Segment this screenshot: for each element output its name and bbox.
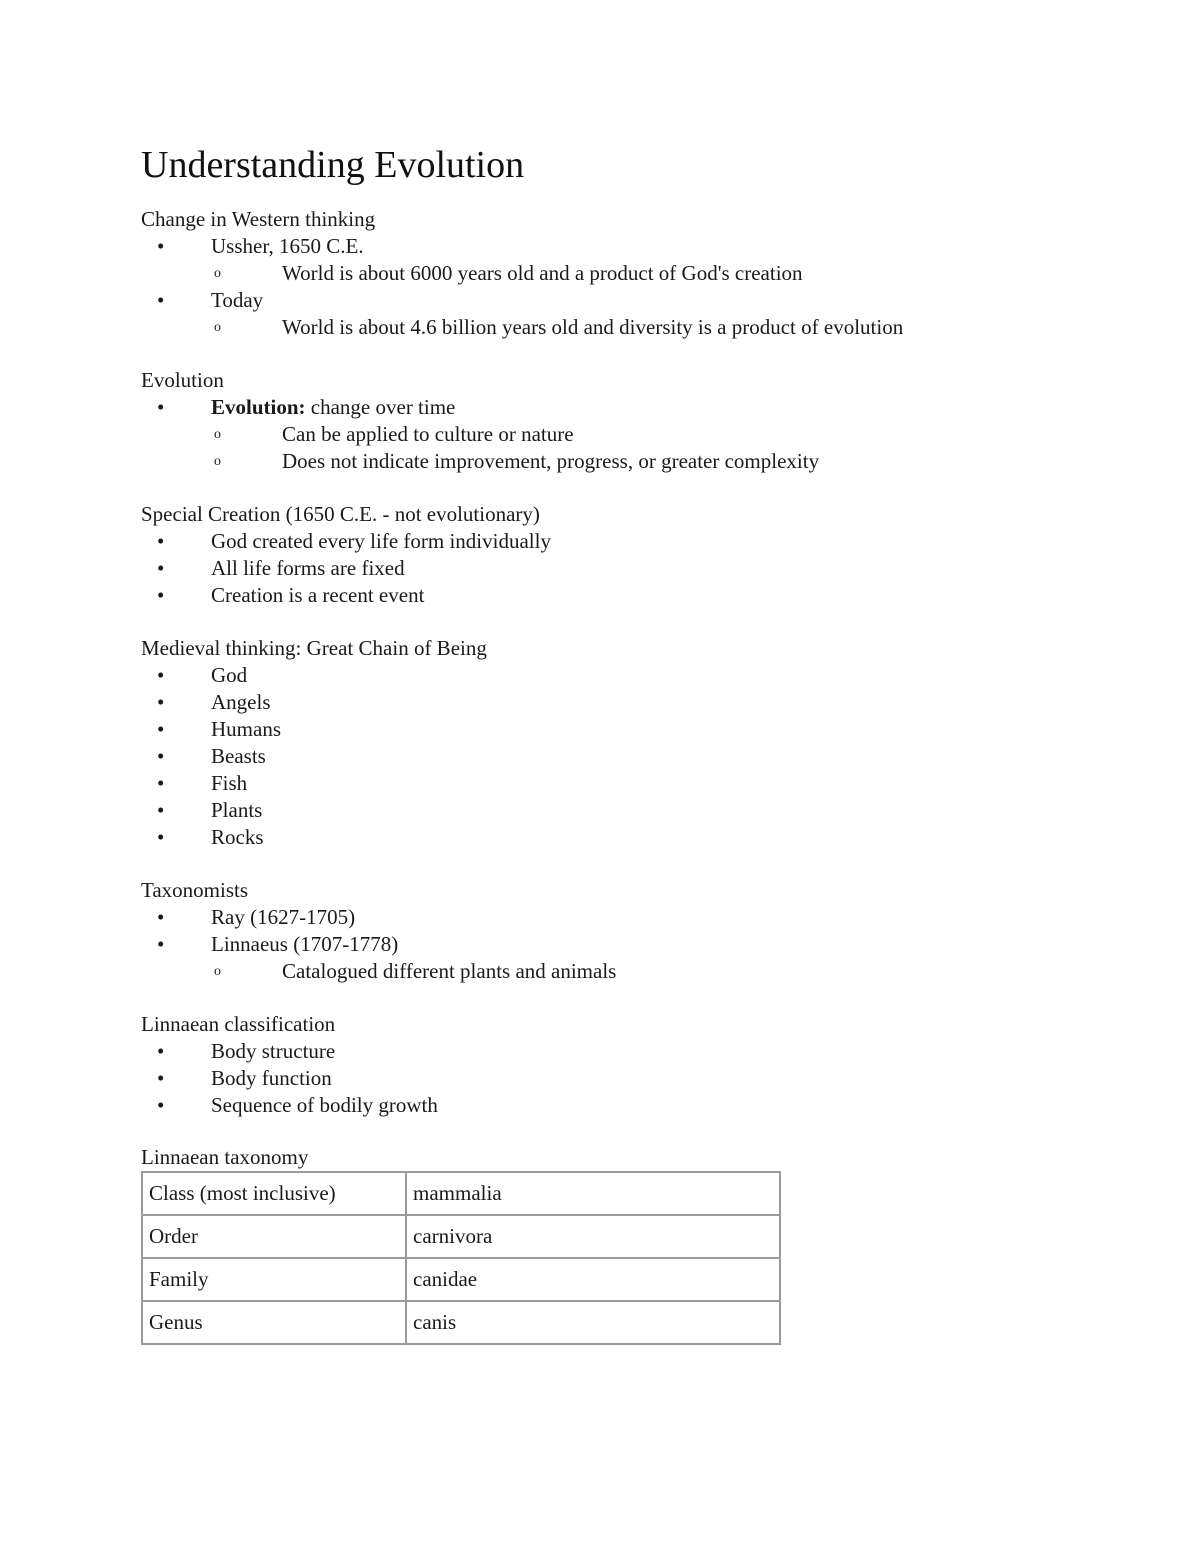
- term: Evolution:: [211, 395, 306, 419]
- section-heading: Taxonomists: [141, 878, 249, 902]
- bullet-icon: •: [157, 825, 165, 849]
- sub-list-item: o Can be applied to culture or nature: [214, 422, 574, 446]
- section-taxonomists: [141, 877, 1101, 985]
- bullet-icon: •: [157, 529, 165, 553]
- list-item: • Angels: [157, 690, 271, 714]
- bullet-icon: •: [157, 717, 165, 741]
- sub-list-item: o Does not indicate improvement, progress, or greater complexity: [214, 449, 820, 473]
- section-heading: Evolution: [141, 368, 224, 392]
- definition: change over time: [305, 395, 456, 419]
- table-cell-value: carnivora: [406, 1215, 780, 1258]
- table-cell-value: canidae: [406, 1258, 780, 1301]
- bullet-icon: •: [157, 234, 165, 258]
- list-item: [141, 394, 1101, 475]
- list-item: • All life forms are fixed: [157, 556, 405, 580]
- taxonomy-table: [141, 1171, 781, 1345]
- list-item: • Rocks: [157, 825, 264, 849]
- table-cell-rank: Family: [142, 1258, 406, 1301]
- list-item: • Plants: [157, 798, 263, 822]
- page-title: Understanding Evolution: [141, 144, 525, 186]
- section-heading: Medieval thinking: Great Chain of Being: [141, 636, 487, 660]
- sub-list: [141, 260, 1101, 287]
- bullet-icon: •: [157, 744, 165, 768]
- section-heading: Change in Western thinking: [141, 207, 376, 231]
- table-cell-rank: Class (most inclusive): [142, 1172, 406, 1215]
- section-evolution: [141, 367, 1101, 475]
- document-page: [141, 140, 1101, 1371]
- list-item: • Ray (1627-1705): [157, 905, 356, 929]
- section-heading: Linnaean taxonomy: [141, 1145, 309, 1169]
- circle-bullet-icon: o: [214, 454, 221, 469]
- list-item: • Sequence of bodily growth: [157, 1093, 438, 1117]
- bullet-list: [141, 662, 1101, 851]
- bullet-icon: •: [157, 663, 165, 687]
- sub-list-item: o World is about 6000 years old and a product of God's creation: [214, 261, 803, 285]
- list-item: • Fish: [157, 771, 248, 795]
- bullet-icon: •: [157, 556, 165, 580]
- bullet-icon: •: [157, 905, 165, 929]
- section-western-thinking: [141, 206, 1101, 341]
- circle-bullet-icon: o: [214, 964, 221, 979]
- sub-list-item: o Catalogued different plants and animals: [214, 959, 617, 983]
- table-cell-value: mammalia: [406, 1172, 780, 1215]
- bullet-icon: •: [157, 690, 165, 714]
- bullet-icon: •: [157, 395, 165, 419]
- table-cell-value: canis: [406, 1301, 780, 1344]
- sub-list: [141, 958, 1101, 985]
- sub-list-item: o World is about 4.6 billion years old and diversity is a product of evolution: [214, 315, 904, 339]
- bullet-list: [141, 1038, 1101, 1119]
- list-item: • Ussher, 1650 C.E. o World is about 6000 years old and a product of God's creation: [141, 233, 1101, 287]
- list-item: • Beasts: [157, 744, 266, 768]
- circle-bullet-icon: o: [214, 427, 221, 442]
- bullet-icon: •: [157, 798, 165, 822]
- table-cell-rank: Order: [142, 1215, 406, 1258]
- bullet-icon: •: [157, 932, 165, 956]
- list-item: • Creation is a recent event: [157, 583, 425, 607]
- bullet-list: [141, 528, 1101, 609]
- table-cell-rank: Genus: [142, 1301, 406, 1344]
- list-item: • God: [157, 663, 248, 687]
- list-item: • Today o World is about 4.6 billion years old and diversity is a product of evolution: [141, 287, 1101, 341]
- bullet-icon: •: [157, 583, 165, 607]
- table-row: [142, 1301, 780, 1344]
- list-item: • Body structure: [157, 1039, 336, 1063]
- list-item: • Linnaeus (1707-1778) o Catalogued different plants and animals: [141, 931, 1101, 985]
- table-row: [142, 1215, 780, 1258]
- section-linnaean-classification: [141, 1011, 1101, 1119]
- bullet-list: [141, 233, 1101, 341]
- list-item: • God created every life form individually: [157, 529, 551, 553]
- section-heading: Special Creation (1650 C.E. - not evolutionary): [141, 502, 540, 526]
- list-item: • Body function: [157, 1066, 332, 1090]
- bullet-icon: •: [157, 771, 165, 795]
- sub-list: [141, 421, 1101, 475]
- bullet-icon: •: [157, 1066, 165, 1090]
- circle-bullet-icon: o: [214, 320, 221, 335]
- section-heading: Linnaean classification: [141, 1012, 336, 1036]
- table-row: [142, 1172, 780, 1215]
- circle-bullet-icon: o: [214, 266, 221, 281]
- section-special-creation: [141, 501, 1101, 609]
- list-item: • Humans: [157, 717, 281, 741]
- section-medieval-thinking: [141, 635, 1101, 851]
- bullet-list: [141, 904, 1101, 985]
- table-row: [142, 1258, 780, 1301]
- bullet-icon: •: [157, 1093, 165, 1117]
- bullet-icon: •: [157, 288, 165, 312]
- bullet-list: [141, 394, 1101, 475]
- section-linnaean-taxonomy: [141, 1145, 1101, 1345]
- sub-list: [141, 314, 1101, 341]
- bullet-icon: •: [157, 1039, 165, 1063]
